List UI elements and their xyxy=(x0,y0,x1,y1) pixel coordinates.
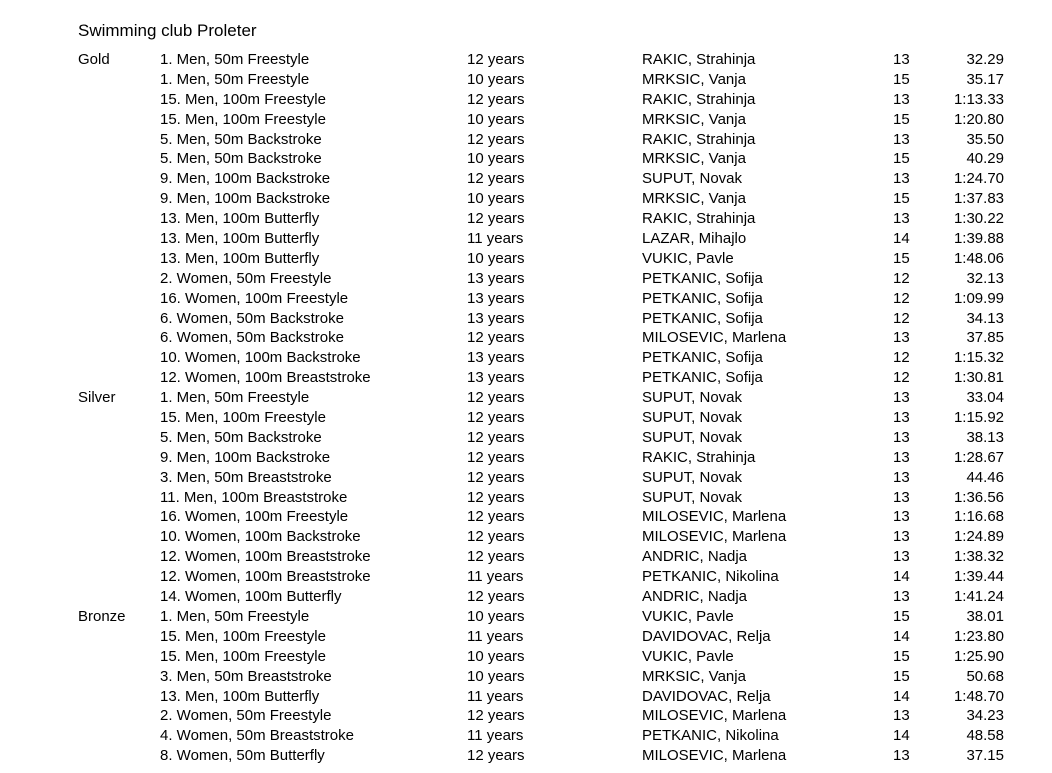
swimmer-name: PETKANIC, Nikolina xyxy=(642,727,779,745)
age-group: 12 years xyxy=(467,389,525,407)
age-group: 12 years xyxy=(467,51,525,68)
swimmer-name: MRKSIC, Vanja xyxy=(642,667,746,685)
event-name: 9. Men, 100m Backstroke xyxy=(160,170,331,188)
event-name: 15. Men, 100m Freestyle xyxy=(160,647,326,665)
event-name: 2. Women, 50m Freestyle xyxy=(160,707,332,725)
result-row xyxy=(0,587,1052,607)
birth-year: 13 xyxy=(893,548,910,566)
event-name: 9. Men, 100m Backstroke xyxy=(160,448,331,466)
age-group: 10 years xyxy=(467,667,525,685)
result-time: 1:09.99 xyxy=(953,289,1004,307)
event-name: 4. Women, 50m Breaststroke xyxy=(160,727,354,745)
result-time: 1:16.68 xyxy=(953,508,1004,526)
swimmer-name: RAKIC, Strahinja xyxy=(642,130,756,148)
result-row xyxy=(0,90,1052,110)
result-time: 1:28.67 xyxy=(953,448,1004,466)
swimmer-name: LAZAR, Mihajlo xyxy=(642,230,747,248)
swimmer-name: MRKSIC, Vanja xyxy=(642,70,746,88)
age-group: 11 years xyxy=(467,627,524,645)
event-name: 1. Men, 50m Freestyle xyxy=(160,607,310,625)
swimmer-name: VUKIC, Pavle xyxy=(642,249,734,267)
event-name: 12. Women, 100m Breaststroke xyxy=(160,568,371,586)
result-row xyxy=(0,687,1052,707)
event-name: 3. Men, 50m Breaststroke xyxy=(160,468,332,486)
result-row xyxy=(0,130,1052,150)
result-time: 38.13 xyxy=(966,428,1004,446)
swimmer-name: PETKANIC, Sofija xyxy=(642,349,763,367)
birth-year: 15 xyxy=(893,70,910,88)
result-time: 1:39.44 xyxy=(953,568,1004,586)
swimmer-name: MRKSIC, Vanja xyxy=(642,110,746,128)
birth-year: 15 xyxy=(893,667,910,685)
result-row xyxy=(0,408,1052,428)
swimmer-name: ANDRIC, Nadja xyxy=(642,548,748,566)
birth-year: 15 xyxy=(893,190,910,208)
result-row xyxy=(0,647,1052,667)
result-row xyxy=(0,309,1052,329)
result-time: 1:48.70 xyxy=(953,687,1004,705)
birth-year: 13 xyxy=(893,488,910,506)
results-list xyxy=(0,50,1052,766)
birth-year: 13 xyxy=(893,130,910,148)
event-name: 12. Women, 100m Breaststroke xyxy=(160,548,371,566)
result-time: 32.29 xyxy=(966,51,1004,68)
swimmer-name: SUPUT, Novak xyxy=(642,170,743,188)
birth-year: 14 xyxy=(893,727,910,745)
age-group: 12 years xyxy=(467,329,525,347)
medal-label: Silver xyxy=(78,389,116,407)
result-row xyxy=(0,567,1052,587)
event-name: 5. Men, 50m Backstroke xyxy=(160,428,322,446)
birth-year: 13 xyxy=(893,528,910,546)
age-group: 12 years xyxy=(467,588,525,606)
event-name: 15. Men, 100m Freestyle xyxy=(160,627,326,645)
swimmer-name: MRKSIC, Vanja xyxy=(642,190,746,208)
result-row xyxy=(0,746,1052,766)
result-time: 1:36.56 xyxy=(953,488,1004,506)
swimmer-name: SUPUT, Novak xyxy=(642,389,743,407)
event-name: 3. Men, 50m Breaststroke xyxy=(160,667,332,685)
result-row xyxy=(0,110,1052,130)
result-time: 32.13 xyxy=(966,269,1004,287)
result-row xyxy=(0,169,1052,189)
result-row xyxy=(0,209,1052,229)
result-row xyxy=(0,50,1052,70)
birth-year: 15 xyxy=(893,607,910,625)
swimmer-name: SUPUT, Novak xyxy=(642,428,743,446)
age-group: 10 years xyxy=(467,607,525,625)
result-row xyxy=(0,607,1052,627)
result-time: 1:15.92 xyxy=(953,409,1004,427)
medal-label: Bronze xyxy=(78,607,126,625)
swimmer-name: RAKIC, Strahinja xyxy=(642,51,756,68)
swimmer-name: RAKIC, Strahinja xyxy=(642,448,756,466)
birth-year: 12 xyxy=(893,269,910,287)
age-group: 10 years xyxy=(467,110,525,128)
swimmer-name: PETKANIC, Sofija xyxy=(642,269,763,287)
result-time: 35.50 xyxy=(966,130,1004,148)
age-group: 12 years xyxy=(467,707,525,725)
birth-year: 14 xyxy=(893,687,910,705)
result-row xyxy=(0,229,1052,249)
birth-year: 13 xyxy=(893,329,910,347)
result-time: 37.85 xyxy=(966,329,1004,347)
result-row xyxy=(0,289,1052,309)
event-name: 1. Men, 50m Freestyle xyxy=(160,51,310,68)
age-group: 12 years xyxy=(467,448,525,466)
age-group: 12 years xyxy=(467,468,525,486)
swimmer-name: SUPUT, Novak xyxy=(642,409,743,427)
event-name: 12. Women, 100m Breaststroke xyxy=(160,369,371,387)
swimmer-name: DAVIDOVAC, Relja xyxy=(642,687,771,705)
result-row xyxy=(0,667,1052,687)
result-time: 1:30.22 xyxy=(953,210,1004,228)
result-time: 1:48.06 xyxy=(953,249,1004,267)
event-name: 10. Women, 100m Backstroke xyxy=(160,349,361,367)
age-group: 13 years xyxy=(467,309,525,327)
event-name: 8. Women, 50m Butterfly xyxy=(160,747,325,765)
result-time: 1:15.32 xyxy=(953,349,1004,367)
result-time: 40.29 xyxy=(966,150,1004,168)
result-time: 1:23.80 xyxy=(953,627,1004,645)
page-title: Swimming club Proleter xyxy=(78,21,257,40)
age-group: 12 years xyxy=(467,528,525,546)
result-row xyxy=(0,149,1052,169)
result-time: 1:25.90 xyxy=(953,647,1004,665)
age-group: 10 years xyxy=(467,150,525,168)
result-time: 1:13.33 xyxy=(953,90,1004,108)
birth-year: 15 xyxy=(893,249,910,267)
result-row xyxy=(0,348,1052,368)
swimmer-name: MILOSEVIC, Marlena xyxy=(642,329,787,347)
result-time: 1:38.32 xyxy=(953,548,1004,566)
result-time: 34.13 xyxy=(966,309,1004,327)
age-group: 12 years xyxy=(467,508,525,526)
result-time: 37.15 xyxy=(966,747,1004,765)
swimmer-name: PETKANIC, Sofija xyxy=(642,289,763,307)
result-row xyxy=(0,70,1052,90)
swimmer-name: RAKIC, Strahinja xyxy=(642,210,756,228)
birth-year: 13 xyxy=(893,90,910,108)
birth-year: 13 xyxy=(893,707,910,725)
result-time: 1:37.83 xyxy=(953,190,1004,208)
event-name: 11. Men, 100m Breaststroke xyxy=(160,488,348,506)
swimmer-name: PETKANIC, Sofija xyxy=(642,369,763,387)
age-group: 11 years xyxy=(467,230,524,248)
event-name: 15. Men, 100m Freestyle xyxy=(160,409,326,427)
event-name: 14. Women, 100m Butterfly xyxy=(160,588,342,606)
birth-year: 13 xyxy=(893,409,910,427)
event-name: 1. Men, 50m Freestyle xyxy=(160,389,310,407)
result-row xyxy=(0,269,1052,289)
age-group: 12 years xyxy=(467,747,525,765)
birth-year: 13 xyxy=(893,508,910,526)
birth-year: 13 xyxy=(893,51,910,68)
result-row xyxy=(0,468,1052,488)
age-group: 12 years xyxy=(467,170,525,188)
birth-year: 12 xyxy=(893,309,910,327)
result-time: 1:24.70 xyxy=(953,170,1004,188)
birth-year: 15 xyxy=(893,647,910,665)
result-time: 38.01 xyxy=(966,607,1004,625)
result-time: 1:30.81 xyxy=(953,369,1004,387)
age-group: 12 years xyxy=(467,488,525,506)
result-time: 35.17 xyxy=(966,70,1004,88)
event-name: 5. Men, 50m Backstroke xyxy=(160,130,322,148)
birth-year: 14 xyxy=(893,568,910,586)
result-time: 48.58 xyxy=(966,727,1004,745)
result-row xyxy=(0,388,1052,408)
event-name: 16. Women, 100m Freestyle xyxy=(160,289,349,307)
birth-year: 13 xyxy=(893,468,910,486)
age-group: 11 years xyxy=(467,568,524,586)
birth-year: 13 xyxy=(893,448,910,466)
event-name: 13. Men, 100m Butterfly xyxy=(160,249,320,267)
birth-year: 13 xyxy=(893,588,910,606)
swimmer-name: SUPUT, Novak xyxy=(642,488,743,506)
result-row xyxy=(0,488,1052,508)
birth-year: 14 xyxy=(893,627,910,645)
age-group: 12 years xyxy=(467,548,525,566)
birth-year: 12 xyxy=(893,369,910,387)
event-name: 1. Men, 50m Freestyle xyxy=(160,70,310,88)
age-group: 11 years xyxy=(467,687,524,705)
result-time: 44.46 xyxy=(966,468,1004,486)
result-time: 50.68 xyxy=(966,667,1004,685)
event-name: 9. Men, 100m Backstroke xyxy=(160,190,331,208)
birth-year: 13 xyxy=(893,210,910,228)
swimmer-name: PETKANIC, Nikolina xyxy=(642,568,779,586)
event-name: 15. Men, 100m Freestyle xyxy=(160,90,326,108)
birth-year: 13 xyxy=(893,389,910,407)
age-group: 13 years xyxy=(467,349,525,367)
age-group: 12 years xyxy=(467,210,525,228)
birth-year: 15 xyxy=(893,110,910,128)
age-group: 10 years xyxy=(467,647,525,665)
birth-year: 12 xyxy=(893,289,910,307)
swimmer-name: DAVIDOVAC, Relja xyxy=(642,627,771,645)
age-group: 11 years xyxy=(467,727,524,745)
event-name: 6. Women, 50m Backstroke xyxy=(160,329,344,347)
swimmer-name: MRKSIC, Vanja xyxy=(642,150,746,168)
result-row xyxy=(0,726,1052,746)
event-name: 16. Women, 100m Freestyle xyxy=(160,508,349,526)
event-name: 2. Women, 50m Freestyle xyxy=(160,269,332,287)
swimmer-name: MILOSEVIC, Marlena xyxy=(642,508,787,526)
event-name: 15. Men, 100m Freestyle xyxy=(160,110,326,128)
swimmer-name: SUPUT, Novak xyxy=(642,468,743,486)
result-row xyxy=(0,428,1052,448)
result-row xyxy=(0,448,1052,468)
swimmer-name: MILOSEVIC, Marlena xyxy=(642,747,787,765)
result-row xyxy=(0,249,1052,269)
birth-year: 15 xyxy=(893,150,910,168)
medal-label: Gold xyxy=(78,51,110,68)
result-time: 1:39.88 xyxy=(953,230,1004,248)
result-time: 34.23 xyxy=(966,707,1004,725)
swimmer-name: VUKIC, Pavle xyxy=(642,647,734,665)
result-row xyxy=(0,547,1052,567)
birth-year: 14 xyxy=(893,230,910,248)
result-row xyxy=(0,507,1052,527)
swimmer-name: MILOSEVIC, Marlena xyxy=(642,707,787,725)
swimmer-name: RAKIC, Strahinja xyxy=(642,90,756,108)
result-time: 1:41.24 xyxy=(953,588,1004,606)
result-row xyxy=(0,189,1052,209)
event-name: 10. Women, 100m Backstroke xyxy=(160,528,361,546)
result-row xyxy=(0,368,1052,388)
swimmer-name: VUKIC, Pavle xyxy=(642,607,734,625)
age-group: 12 years xyxy=(467,90,525,108)
event-name: 13. Men, 100m Butterfly xyxy=(160,230,320,248)
event-name: 5. Men, 50m Backstroke xyxy=(160,150,322,168)
event-name: 6. Women, 50m Backstroke xyxy=(160,309,344,327)
result-row xyxy=(0,527,1052,547)
birth-year: 12 xyxy=(893,349,910,367)
age-group: 12 years xyxy=(467,409,525,427)
birth-year: 13 xyxy=(893,428,910,446)
birth-year: 13 xyxy=(893,170,910,188)
result-time: 1:20.80 xyxy=(953,110,1004,128)
swimmer-name: MILOSEVIC, Marlena xyxy=(642,528,787,546)
age-group: 10 years xyxy=(467,70,525,88)
result-row xyxy=(0,627,1052,647)
age-group: 13 years xyxy=(467,289,525,307)
event-name: 13. Men, 100m Butterfly xyxy=(160,687,320,705)
birth-year: 13 xyxy=(893,747,910,765)
age-group: 10 years xyxy=(467,190,525,208)
age-group: 12 years xyxy=(467,428,525,446)
age-group: 13 years xyxy=(467,369,525,387)
result-time: 1:24.89 xyxy=(953,528,1004,546)
swimmer-name: ANDRIC, Nadja xyxy=(642,588,748,606)
age-group: 12 years xyxy=(467,130,525,148)
result-row xyxy=(0,328,1052,348)
result-row xyxy=(0,706,1052,726)
age-group: 10 years xyxy=(467,249,525,267)
result-time: 33.04 xyxy=(966,389,1004,407)
age-group: 13 years xyxy=(467,269,525,287)
event-name: 13. Men, 100m Butterfly xyxy=(160,210,320,228)
swimmer-name: PETKANIC, Sofija xyxy=(642,309,763,327)
